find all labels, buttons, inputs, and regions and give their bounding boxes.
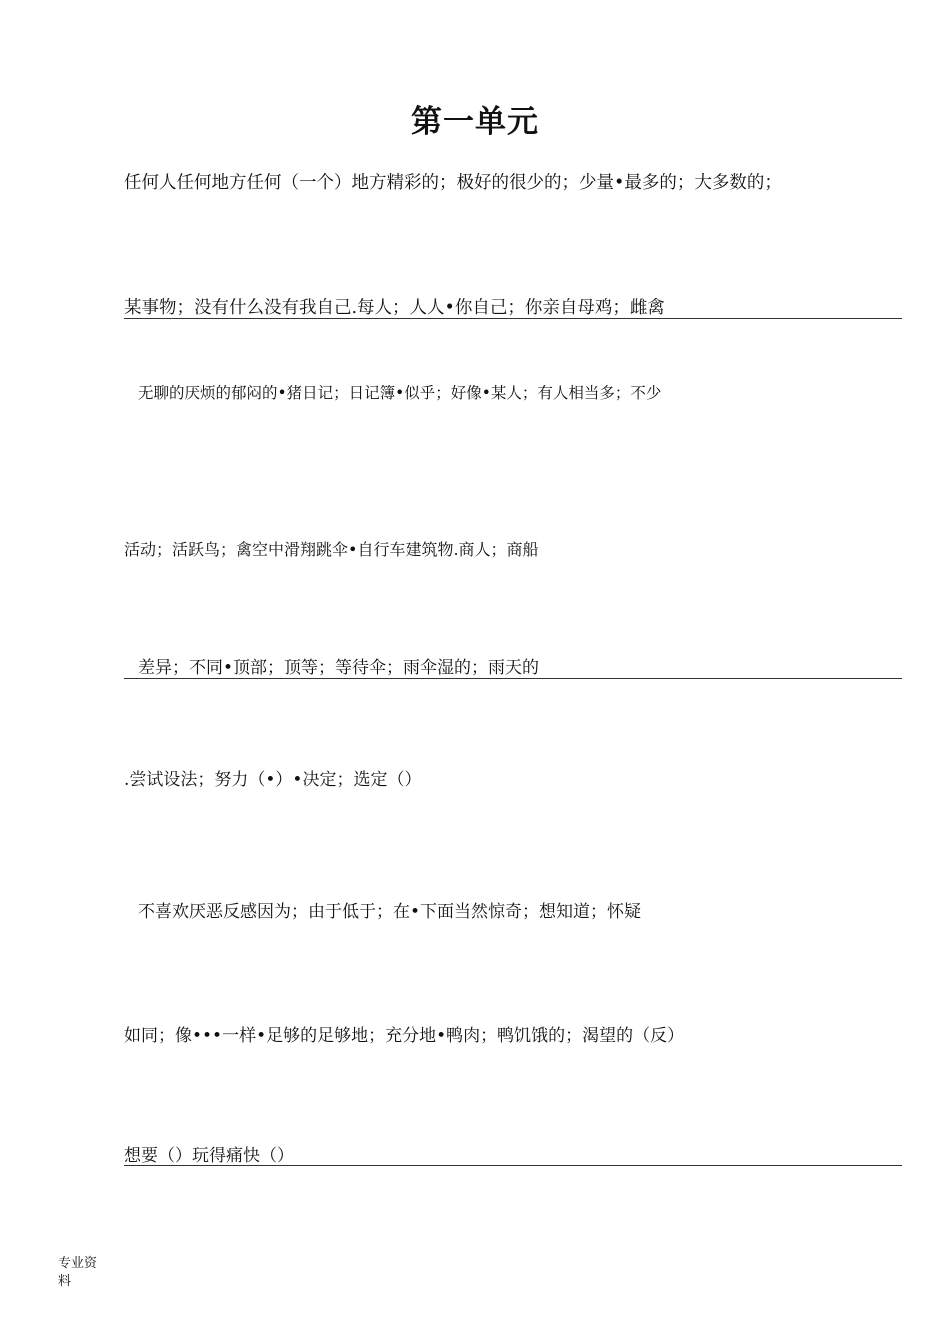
- text-line-5: 差异；不同•顶部；顶等；等待伞；雨伞湿的；雨天的: [138, 658, 540, 678]
- text-line-7: 不喜欢厌恶反感因为；由于低于；在•下面当然惊奇；想知道；怀疑: [138, 902, 642, 922]
- underline-rule-2: [124, 678, 902, 679]
- text-line-8: 如同；像•••一样•足够的足够地；充分地•鸭肉；鸭饥饿的；渴望的（反）: [124, 1026, 685, 1046]
- text-line-9: 想要（）玩得痛快（）: [124, 1146, 294, 1166]
- text-line-4: 活动；活跃鸟；禽空中滑翔跳伞•自行车建筑物.商人；商船: [124, 540, 539, 559]
- text-line-1: 任何人任何地方任何（一个）地方精彩的；极好的很少的；少量•最多的；大多数的；: [124, 173, 782, 193]
- underline-rule-1: [124, 318, 902, 319]
- text-line-3: 无聊的厌烦的郁闷的•猪日记；日记簿•似乎；好像•某人；有人相当多；不少: [138, 384, 662, 402]
- underline-rule-3: [124, 1165, 902, 1166]
- footer-label: 专业资料: [58, 1256, 98, 1289]
- text-line-6: .尝试设法；努力（•）•决定；选定（）: [124, 770, 422, 790]
- page-title: 第一单元: [411, 104, 539, 140]
- text-line-2: 某事物；没有什么没有我自己.每人；人人•你自己；你亲自母鸡；雌禽: [124, 298, 665, 318]
